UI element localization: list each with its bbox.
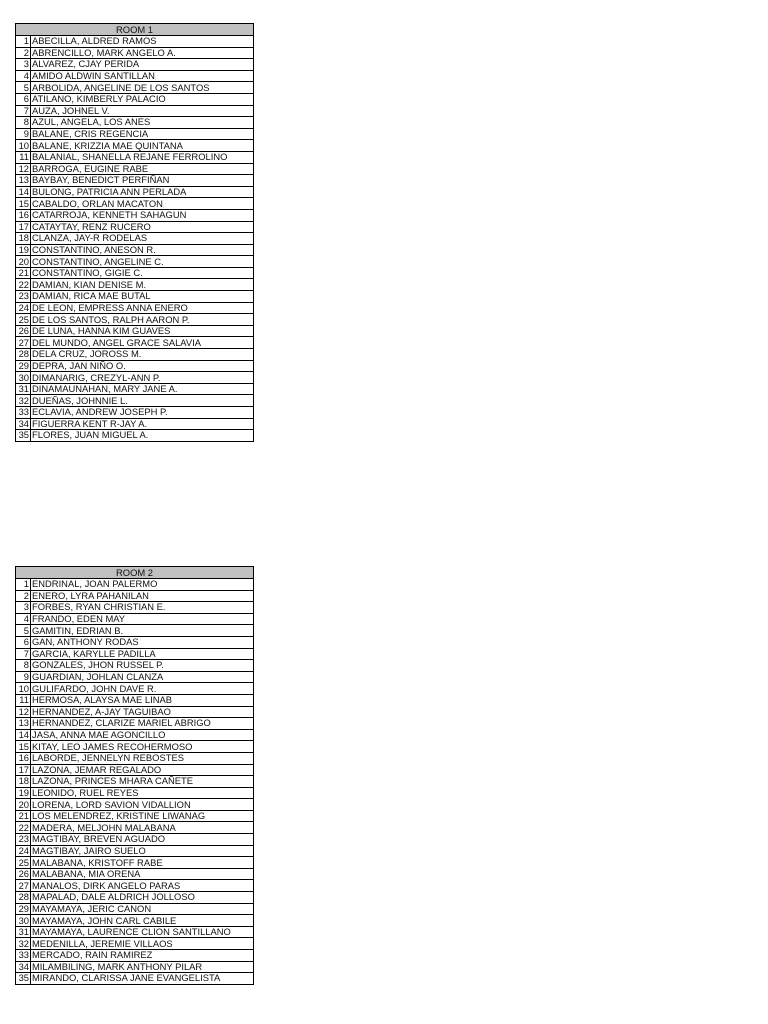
student-name: HERNANDEZ, CLARIZE MARIEL ABRIGO (31, 718, 254, 730)
table-row (16, 163, 254, 175)
row-number: 14 (16, 729, 31, 741)
row-number: 24 (16, 302, 31, 314)
row-number: 22 (16, 279, 31, 291)
room-2-body (16, 579, 254, 985)
table-row (16, 660, 254, 672)
student-name: DIMANARIG, CREZYL-ANN P. (31, 372, 254, 384)
row-number: 14 (16, 186, 31, 198)
row-number: 5 (16, 625, 31, 637)
student-name: DE LOS SANTOS, RALPH AARON P. (31, 314, 254, 326)
row-number: 32 (16, 938, 31, 950)
student-name: DEPRA, JAN NIÑO O. (31, 360, 254, 372)
student-name: JASA, ANNA MAE AGONCILLO (31, 729, 254, 741)
table-row (16, 602, 254, 614)
student-name: ABRENCILLO, MARK ANGELO A. (31, 47, 254, 59)
row-number: 26 (16, 868, 31, 880)
row-number: 16 (16, 752, 31, 764)
table-row (16, 706, 254, 718)
row-number: 8 (16, 117, 31, 129)
table-row (16, 325, 254, 337)
table-row (16, 117, 254, 129)
room-2-header-row (16, 567, 254, 579)
row-number: 6 (16, 636, 31, 648)
row-number: 12 (16, 163, 31, 175)
row-number: 15 (16, 741, 31, 753)
student-name: GONZALES, JHON RUSSEL P. (31, 660, 254, 672)
table-row (16, 267, 254, 279)
table-row (16, 256, 254, 268)
row-number: 21 (16, 810, 31, 822)
table-row (16, 279, 254, 291)
row-number: 33 (16, 950, 31, 962)
student-name: BULONG, PATRICIA ANN PERLADA (31, 186, 254, 198)
table-row (16, 764, 254, 776)
table-row (16, 36, 254, 48)
student-name: LAZONA, JEMAR REGALADO (31, 764, 254, 776)
row-number: 12 (16, 706, 31, 718)
table-row (16, 810, 254, 822)
row-number: 24 (16, 845, 31, 857)
table-row (16, 718, 254, 730)
row-number: 10 (16, 683, 31, 695)
table-row (16, 579, 254, 591)
table-row (16, 349, 254, 361)
table-row (16, 82, 254, 94)
table-row (16, 430, 254, 442)
row-number: 1 (16, 579, 31, 591)
table-row (16, 776, 254, 788)
row-number: 13 (16, 718, 31, 730)
student-name: LEONIDO, RUEL REYES (31, 787, 254, 799)
table-row (16, 694, 254, 706)
student-name: ECLAVIA, ANDREW JOSEPH P. (31, 407, 254, 419)
student-name: MAYAMAYA, JOHN CARL CABILE (31, 915, 254, 927)
student-name: FLORES, JUAN MIGUEL A. (31, 430, 254, 442)
student-name: MEDENILLA, JEREMIE VILLAOS (31, 938, 254, 950)
row-number: 10 (16, 140, 31, 152)
row-number: 4 (16, 613, 31, 625)
table-row (16, 741, 254, 753)
row-number: 3 (16, 59, 31, 71)
student-name: FORBES, RYAN CHRISTIAN E. (31, 602, 254, 614)
room-1-header-row (16, 24, 254, 36)
student-name: MAYAMAYA, LAURENCE CLION SANTILLANO (31, 926, 254, 938)
table-row (16, 625, 254, 637)
table-row (16, 198, 254, 210)
table-row (16, 915, 254, 927)
row-number: 30 (16, 915, 31, 927)
row-number: 31 (16, 926, 31, 938)
student-name: FIGUERRA KENT R-JAY A. (31, 418, 254, 430)
student-name: MAGTIBAY, JAIRO SUELO (31, 845, 254, 857)
row-number: 23 (16, 834, 31, 846)
student-name: MALABANA, MIA ORENA (31, 868, 254, 880)
row-number: 35 (16, 973, 31, 985)
table-row (16, 950, 254, 962)
table-row (16, 822, 254, 834)
row-number: 34 (16, 961, 31, 973)
row-number: 11 (16, 694, 31, 706)
row-number: 26 (16, 325, 31, 337)
row-number: 17 (16, 221, 31, 233)
student-name: ARBOLIDA, ANGELINE DE LOS SANTOS (31, 82, 254, 94)
row-number: 25 (16, 857, 31, 869)
table-row (16, 59, 254, 71)
student-name: HERMOSA, ALAYSA MAE LINAB (31, 694, 254, 706)
row-number: 35 (16, 430, 31, 442)
table-row (16, 787, 254, 799)
row-number: 2 (16, 590, 31, 602)
row-number: 2 (16, 47, 31, 59)
student-name: LAZONA, PRINCES MHARA CAÑETE (31, 776, 254, 788)
table-row (16, 857, 254, 869)
table-row (16, 903, 254, 915)
room-1-title: ROOM 1 (16, 24, 254, 36)
student-name: BALANIAL, SHANELLA REJANE FERROLINO (31, 151, 254, 163)
student-name: HERNANDEZ, A-JAY TAGUIBAO (31, 706, 254, 718)
row-number: 31 (16, 383, 31, 395)
row-number: 16 (16, 209, 31, 221)
table-row (16, 314, 254, 326)
row-number: 33 (16, 407, 31, 419)
table-row (16, 128, 254, 140)
row-number: 21 (16, 267, 31, 279)
student-name: MAGTIBAY, BREVEN AGUADO (31, 834, 254, 846)
table-row (16, 834, 254, 846)
row-number: 13 (16, 175, 31, 187)
student-name: AZUL, ANGELA, LOS ANES (31, 117, 254, 129)
table-row (16, 175, 254, 187)
table-row (16, 671, 254, 683)
student-name: DELA CRUZ, JOROSS M. (31, 349, 254, 361)
room-2-title: ROOM 2 (16, 567, 254, 579)
student-name: DAMIAN, RICA MAE BUTAL (31, 291, 254, 303)
student-name: CLANZA, JAY-R RODELAS (31, 233, 254, 245)
student-name: DUEÑAS, JOHNNIE L. (31, 395, 254, 407)
row-number: 17 (16, 764, 31, 776)
student-name: LOS MELENDREZ, KRISTINE LIWANAG (31, 810, 254, 822)
row-number: 20 (16, 256, 31, 268)
table-row (16, 233, 254, 245)
table-row (16, 383, 254, 395)
row-number: 3 (16, 602, 31, 614)
row-number: 27 (16, 880, 31, 892)
table-row (16, 961, 254, 973)
table-row (16, 752, 254, 764)
student-name: DE LEON, EMPRESS ANNA ENERO (31, 302, 254, 314)
student-name: BALANE, CRIS REGENCIA (31, 128, 254, 140)
student-name: CABALDO, ORLAN MACATON (31, 198, 254, 210)
row-number: 30 (16, 372, 31, 384)
table-row (16, 648, 254, 660)
row-number: 15 (16, 198, 31, 210)
row-number: 28 (16, 349, 31, 361)
row-number: 18 (16, 233, 31, 245)
student-name: MAYAMAYA, JERIC CANON (31, 903, 254, 915)
student-name: BAYBAY, BENEDICT PERFIÑAN (31, 175, 254, 187)
table-row (16, 70, 254, 82)
row-number: 11 (16, 151, 31, 163)
table-row (16, 799, 254, 811)
room-1-table (15, 23, 254, 442)
student-name: CATAYTAY, RENZ RUCERO (31, 221, 254, 233)
row-number: 29 (16, 903, 31, 915)
student-name: MALABANA, KRISTOFF RABE (31, 857, 254, 869)
student-name: ATILANO, KIMBERLY PALACIO (31, 93, 254, 105)
table-row (16, 302, 254, 314)
table-row (16, 880, 254, 892)
table-row (16, 105, 254, 117)
student-name: CONSTANTINO, ANESON R. (31, 244, 254, 256)
student-name: DAMIAN, KIAN DENISE M. (31, 279, 254, 291)
table-row (16, 186, 254, 198)
student-name: CATARROJA, KENNETH SAHAGUN (31, 209, 254, 221)
row-number: 6 (16, 93, 31, 105)
student-name: DINAMAUNAHAN, MARY JANE A. (31, 383, 254, 395)
student-name: ENDRINAL, JOAN PALERMO (31, 579, 254, 591)
row-number: 19 (16, 244, 31, 256)
row-number: 8 (16, 660, 31, 672)
student-name: KITAY, LEO JAMES RECOHERMOSO (31, 741, 254, 753)
table-row (16, 151, 254, 163)
student-name: AUZA, JOHNEL V. (31, 105, 254, 117)
table-row (16, 868, 254, 880)
student-name: GAN, ANTHONY RODAS (31, 636, 254, 648)
room-1-body (16, 36, 254, 442)
row-number: 20 (16, 799, 31, 811)
row-number: 4 (16, 70, 31, 82)
table-row (16, 892, 254, 904)
student-name: ALVAREZ, CJAY PERIDA (31, 59, 254, 71)
row-number: 32 (16, 395, 31, 407)
student-name: LABORDE, JENNELYN REBOSTES (31, 752, 254, 764)
student-name: ENERO, LYRA PAHANILAN (31, 590, 254, 602)
table-row (16, 47, 254, 59)
student-name: MILAMBILING, MARK ANTHONY PILAR (31, 961, 254, 973)
table-row (16, 636, 254, 648)
student-name: MADERA, MELJOHN MALABANA (31, 822, 254, 834)
row-number: 25 (16, 314, 31, 326)
row-number: 27 (16, 337, 31, 349)
student-name: FRANDO, EDEN MAY (31, 613, 254, 625)
table-row (16, 360, 254, 372)
table-row (16, 973, 254, 985)
row-number: 1 (16, 36, 31, 48)
table-row (16, 221, 254, 233)
student-name: MERCADO, RAIN RAMIREZ (31, 950, 254, 962)
table-row (16, 613, 254, 625)
table-row (16, 395, 254, 407)
student-name: AMIDO ALDWIN SANTILLAN (31, 70, 254, 82)
table-row (16, 590, 254, 602)
table-row (16, 93, 254, 105)
student-name: MANALOS, DIRK ANGELO PARAS (31, 880, 254, 892)
student-name: CONSTANTINO, ANGELINE C. (31, 256, 254, 268)
student-name: GAMITIN, EDRIAN B. (31, 625, 254, 637)
table-row (16, 244, 254, 256)
table-row (16, 407, 254, 419)
table-row (16, 372, 254, 384)
table-row (16, 209, 254, 221)
table-row (16, 418, 254, 430)
student-name: GARCIA, KARYLLE PADILLA (31, 648, 254, 660)
student-name: GUARDIAN, JOHLAN CLANZA (31, 671, 254, 683)
table-row (16, 845, 254, 857)
row-number: 34 (16, 418, 31, 430)
room-2-table (15, 566, 254, 985)
student-name: DE LUNA, HANNA KIM GUAVES (31, 325, 254, 337)
row-number: 29 (16, 360, 31, 372)
student-name: CONSTANTINO, GIGIE C. (31, 267, 254, 279)
table-row (16, 337, 254, 349)
row-number: 18 (16, 776, 31, 788)
student-name: ABECILLA, ALDRED RAMOS (31, 36, 254, 48)
student-name: GULIFARDO, JOHN DAVE R. (31, 683, 254, 695)
table-row (16, 140, 254, 152)
student-name: BARROGA, EUGINE RABE (31, 163, 254, 175)
row-number: 7 (16, 648, 31, 660)
row-number: 9 (16, 671, 31, 683)
row-number: 28 (16, 892, 31, 904)
table-row (16, 291, 254, 303)
student-name: DEL MUNDO, ANGEL GRACE SALAVIA (31, 337, 254, 349)
table-row (16, 938, 254, 950)
row-number: 22 (16, 822, 31, 834)
table-row (16, 926, 254, 938)
table-row (16, 683, 254, 695)
student-name: LORENA, LORD SAVION VIDALLION (31, 799, 254, 811)
row-number: 7 (16, 105, 31, 117)
row-number: 5 (16, 82, 31, 94)
row-number: 9 (16, 128, 31, 140)
student-name: BALANE, KRIZZIA MAE QUINTANA (31, 140, 254, 152)
row-number: 19 (16, 787, 31, 799)
student-name: MAPALAD, DALE ALDRICH JOLLOSO (31, 892, 254, 904)
student-name: MIRANDO, CLARISSA JANE EVANGELISTA (31, 973, 254, 985)
table-row (16, 729, 254, 741)
row-number: 23 (16, 291, 31, 303)
